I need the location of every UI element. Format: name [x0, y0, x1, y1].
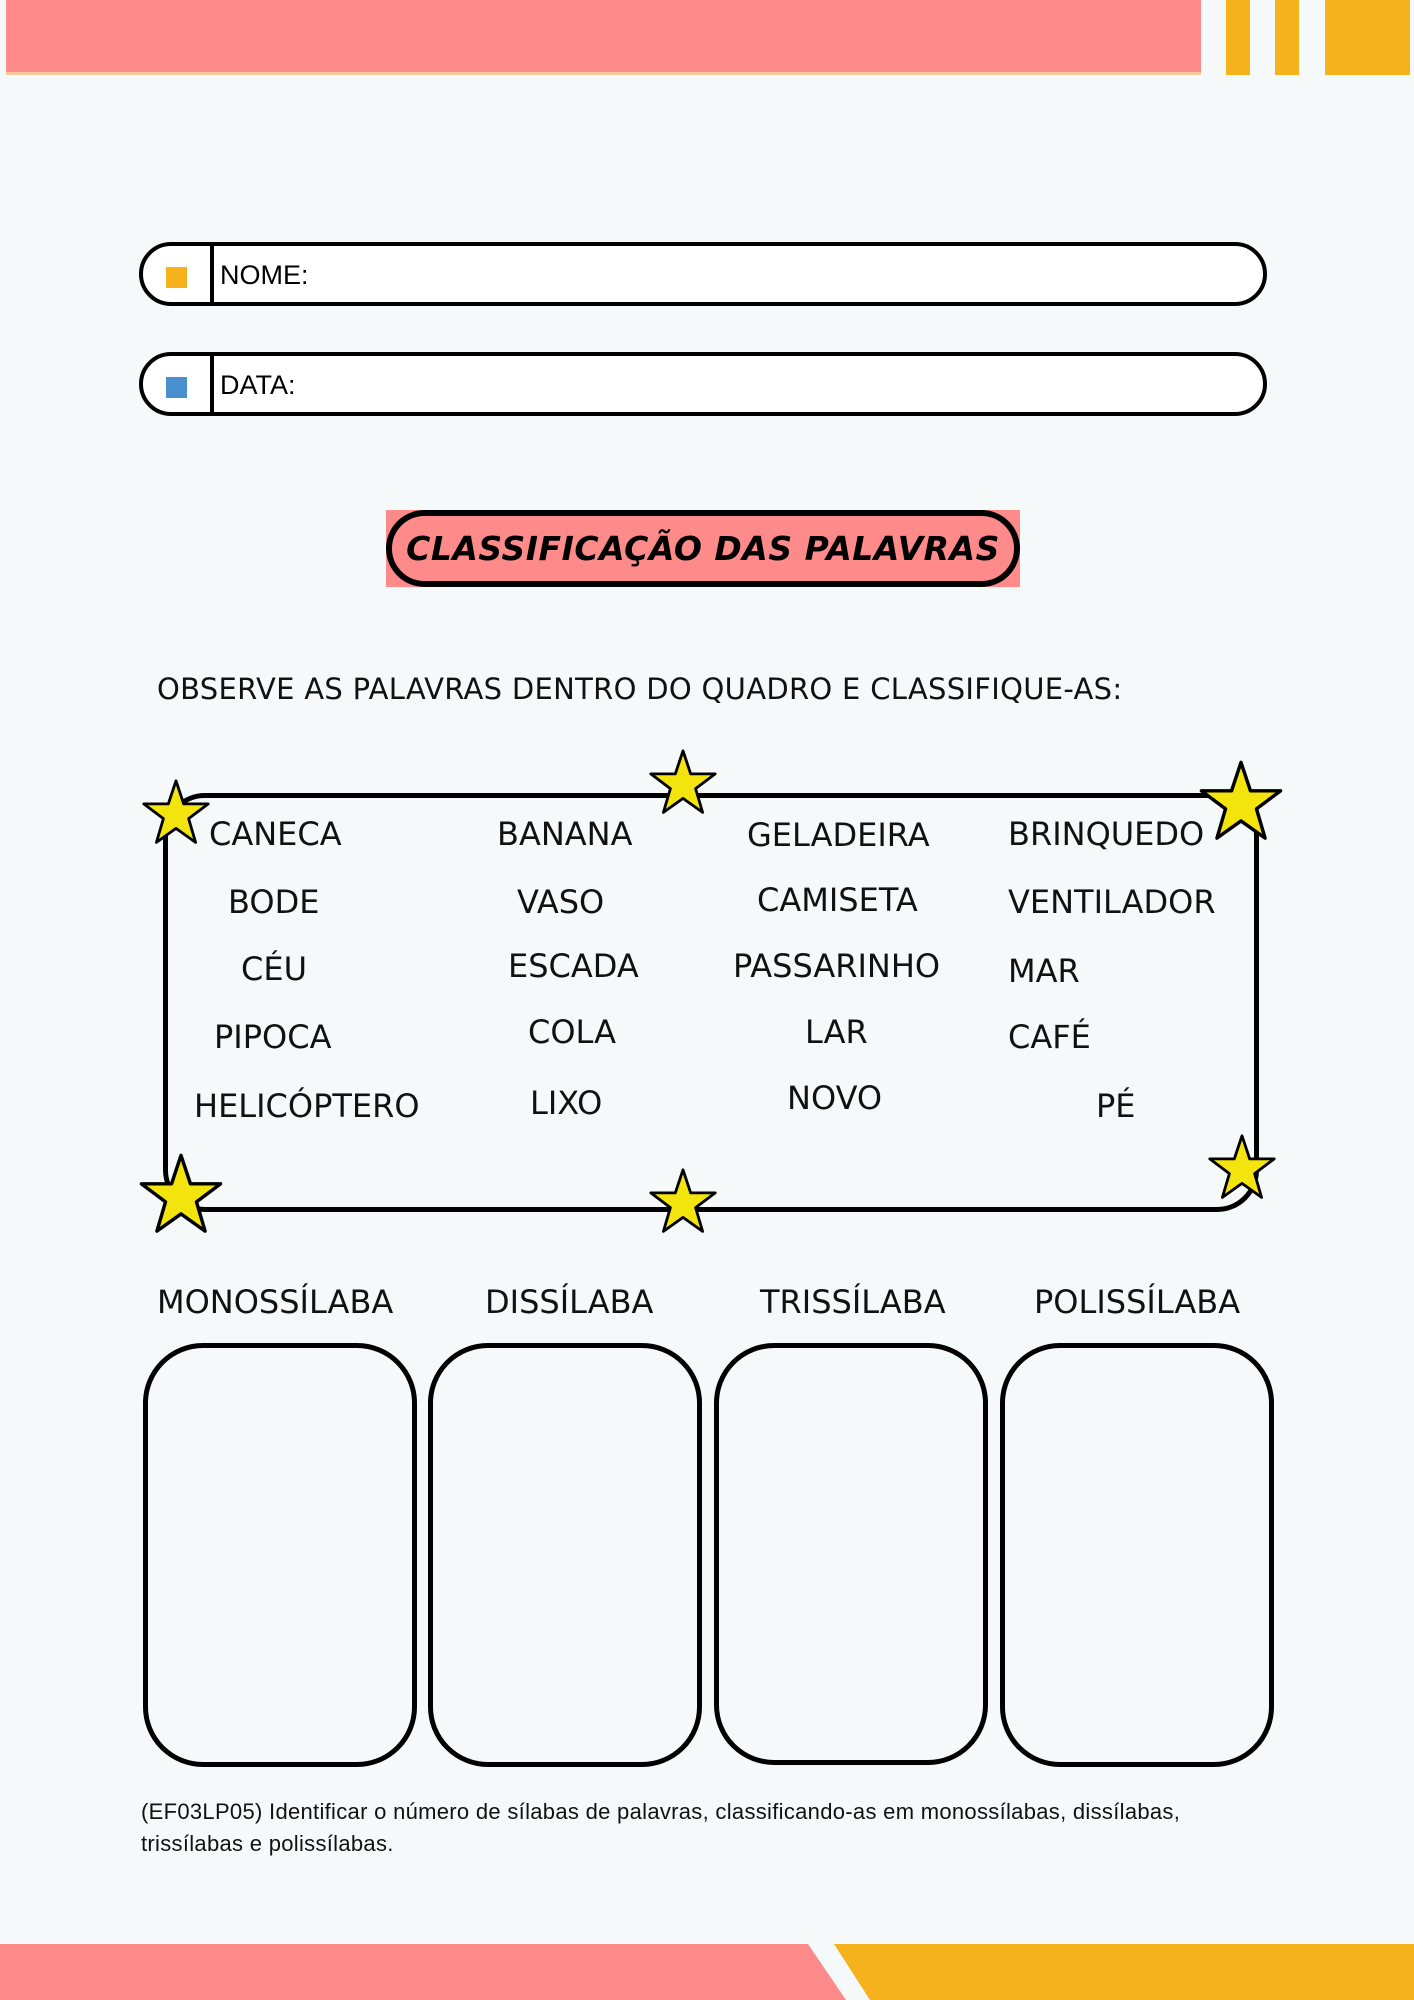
field-divider — [210, 242, 214, 306]
page-title: CLASSIFICAÇÃO DAS PALAVRAS — [386, 510, 1020, 587]
instruction-text: OBSERVE AS PALAVRAS DENTRO DO QUADRO E CLASSIFIQUE-AS: — [157, 672, 1123, 706]
word-item: PIPOCA — [214, 1018, 332, 1056]
category-title: MONOSSÍLABA — [157, 1283, 394, 1321]
name-marker-icon — [166, 267, 187, 288]
star-icon — [1198, 759, 1284, 845]
header-pink-bar — [6, 0, 1201, 75]
star-icon — [141, 778, 211, 848]
word-item: CAMISETA — [757, 881, 918, 919]
word-item: BRINQUEDO — [1008, 815, 1205, 853]
word-item: COLA — [528, 1013, 616, 1051]
name-field[interactable] — [139, 242, 1267, 306]
answer-box-dissilaba[interactable] — [428, 1343, 702, 1767]
word-item: CÉU — [241, 950, 307, 988]
word-item: CANECA — [209, 815, 342, 853]
word-item: GELADEIRA — [747, 816, 930, 854]
word-item: MAR — [1008, 952, 1080, 990]
header-stripe — [1275, 0, 1299, 75]
word-item: PASSARINHO — [733, 947, 941, 985]
header-stripe — [1325, 0, 1410, 75]
star-icon — [1207, 1133, 1277, 1203]
word-item: NOVO — [787, 1079, 883, 1117]
field-divider — [210, 352, 214, 416]
curriculum-note: (EF03LP05) Identificar o número de sílabas de palavras, classificando-as em monossílabas, dissílabas, trissílabas e polissílabas. — [141, 1799, 1181, 1856]
word-item: BANANA — [497, 815, 633, 853]
answer-box-monossilaba[interactable] — [143, 1343, 417, 1767]
answer-box-polissilaba[interactable] — [1000, 1343, 1274, 1767]
word-item: VASO — [517, 883, 605, 921]
word-item: LIXO — [530, 1084, 603, 1122]
name-label: NOME: — [220, 260, 309, 290]
date-label: DATA: — [220, 370, 296, 400]
footer-decoration — [0, 1940, 1414, 2000]
word-item: LAR — [805, 1013, 868, 1051]
word-item: BODE — [228, 883, 320, 921]
date-field[interactable] — [139, 352, 1267, 416]
star-icon — [648, 1167, 718, 1237]
date-marker-icon — [166, 377, 187, 398]
word-box — [163, 793, 1259, 1212]
word-item: PÉ — [1096, 1087, 1136, 1125]
header-stripe — [1226, 0, 1250, 75]
star-icon — [138, 1152, 224, 1238]
category-title: DISSÍLABA — [485, 1283, 654, 1321]
category-title: TRISSÍLABA — [760, 1283, 946, 1321]
star-icon — [648, 748, 718, 818]
word-item: VENTILADOR — [1008, 883, 1216, 921]
category-title: POLISSÍLABA — [1034, 1283, 1241, 1321]
word-item: CAFÉ — [1008, 1018, 1091, 1056]
answer-box-trissilaba[interactable] — [714, 1343, 988, 1765]
word-item: HELICÓPTERO — [194, 1087, 420, 1125]
word-item: ESCADA — [508, 947, 639, 985]
